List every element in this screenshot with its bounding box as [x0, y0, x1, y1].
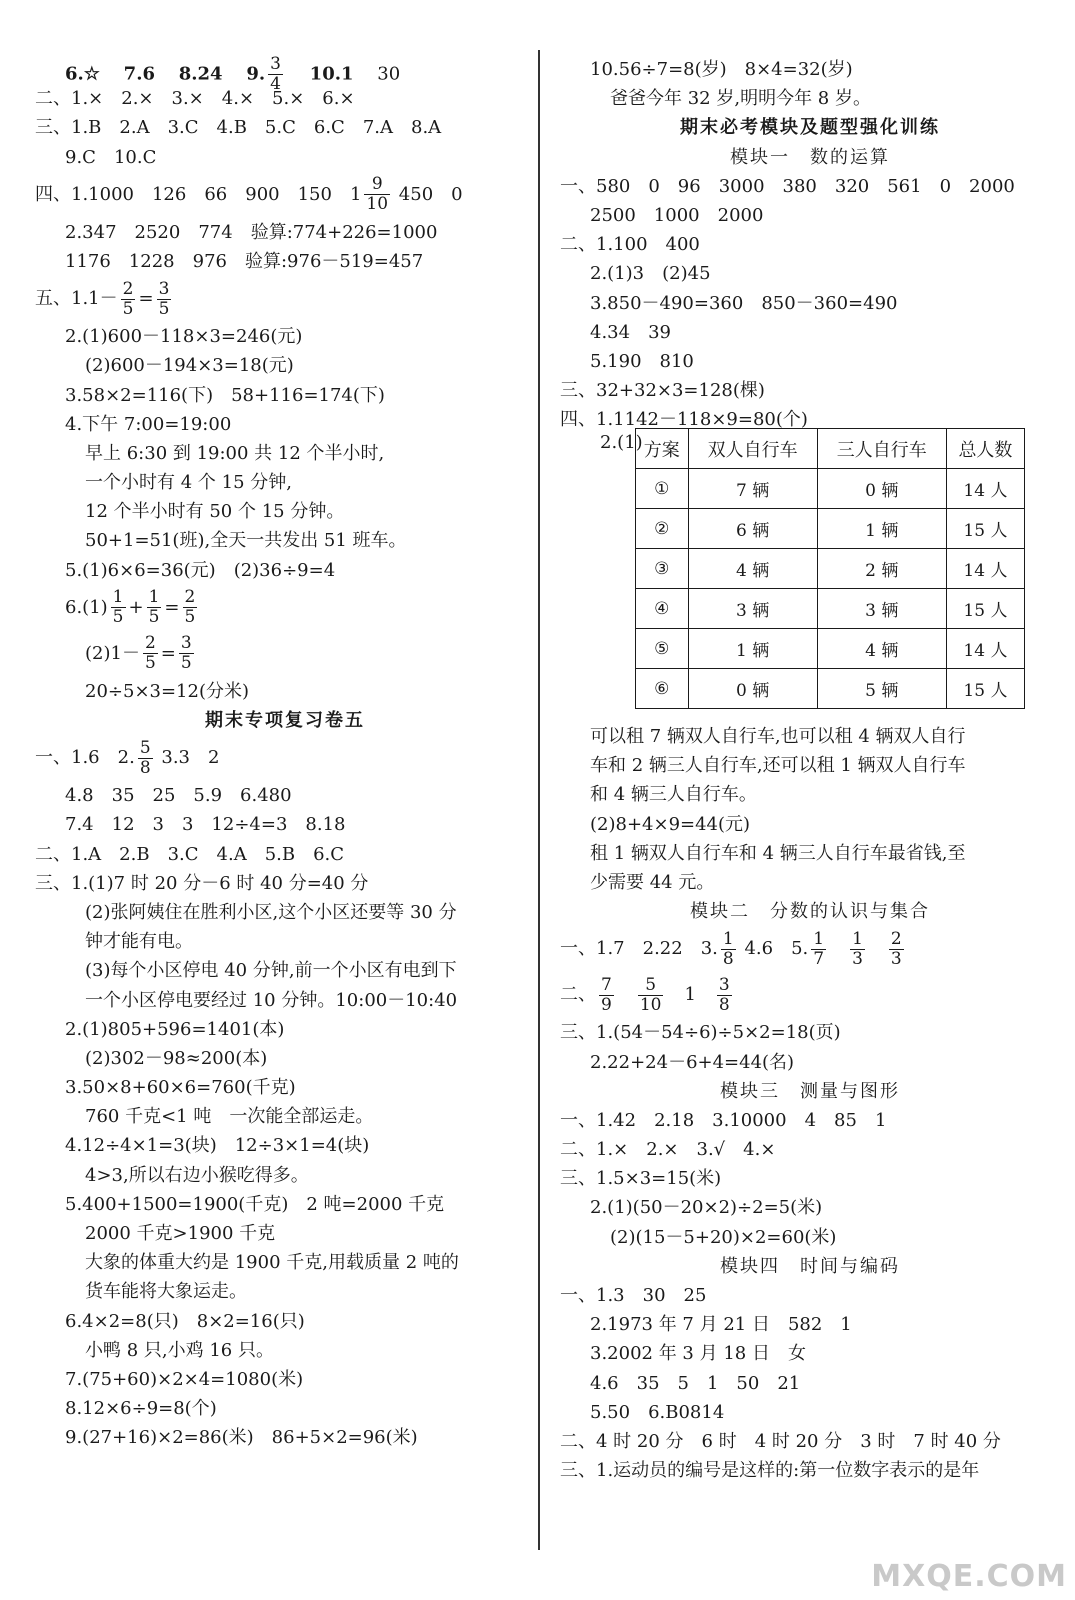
module-title: 模块一 数的运算 [730, 146, 890, 168]
answer-line: 一个小区停电要经过 10 分钟。10:00－10:40 [85, 989, 458, 1011]
answer-line: 2.22+24－6+4=44(名) [590, 1051, 795, 1073]
answer-line: 4.8 35 25 5.9 6.480 [65, 785, 292, 807]
answer-line: 二、4 时 20 分 6 时 4 时 20 分 3 时 7 时 40 分 [560, 1430, 1001, 1452]
column-divider [538, 50, 540, 1550]
answer-line: 三、1.B 2.A 3.C 4.B 5.C 6.C 7.A 8.A [35, 117, 442, 139]
answer-line: (2)8+4×9=44(元) [590, 813, 751, 835]
fraction: $\frac{1}{5}$ [148, 587, 160, 628]
answer-line: 2.347 2520 774 验算:774+226=1000 [65, 221, 438, 243]
table-row [636, 629, 1025, 669]
answer-line: 2.(1)600－118×3=246(元) [65, 326, 303, 348]
answer-line: 2.1973 年 7 月 21 日 582 1 [590, 1314, 852, 1336]
answer-line: 3.58×2=116(下) 58+116=174(下) [65, 384, 385, 406]
answer-line: 3.50×8+60×6=760(千克) [65, 1077, 296, 1099]
table-cell: ⑥ [636, 669, 689, 709]
answer-line: 7.4 12 3 3 12÷4=3 8.18 [65, 814, 346, 836]
header-cell: 方案 [636, 429, 689, 469]
answer-line: 5.190 810 [590, 350, 694, 372]
table-cell: 0 辆 [817, 469, 946, 509]
answer-line: 2.(1)3 (2)45 [590, 263, 711, 285]
table-cell: 14 人 [946, 629, 1024, 669]
table-cell: 2 辆 [817, 549, 946, 589]
answer-line: 少需要 44 元。 [590, 871, 715, 893]
answer-line: 一、580 0 96 3000 380 320 561 0 2000 [560, 175, 1015, 197]
answer-line: 三、1.(1)7 时 20 分－6 时 40 分=40 分 [35, 872, 369, 894]
table-cell: 15 人 [946, 669, 1024, 709]
table-header-row [636, 429, 1025, 469]
table-cell: 15 人 [946, 509, 1024, 549]
fraction: $\frac{2}{5}$ [122, 278, 134, 319]
fraction: $\frac{3}{4}$ [270, 54, 281, 94]
watermark-logo: MXQE.COM [871, 1559, 1067, 1594]
fraction: $\frac{1}{3}$ [852, 928, 863, 969]
answer-line: 9.C 10.C [65, 146, 157, 168]
answer-line: 二、 $\frac{7}{9}$ $\frac{5}{10}$ 1 $\frac{3}{8}$ [560, 974, 730, 1015]
answer-line: 2000 千克>1900 千克 [85, 1223, 276, 1244]
answer-line: 2.(1)805+596=1401(本) [65, 1018, 285, 1040]
table-cell: ① [636, 469, 689, 509]
answer-line: 四、1.1000 126 66 900 150 1 $\frac{9}{10}$ 450 0 [35, 174, 463, 215]
table-cell: 7 辆 [688, 469, 817, 509]
answer-line: (3)每个小区停电 40 分钟,前一个小区有电到下 [85, 960, 457, 982]
fraction: $\frac{1}{8}$ [722, 928, 734, 969]
table-cell: ⑤ [636, 629, 689, 669]
table-label: 2.(1) [600, 432, 643, 453]
answer-line: 20÷5×3=12(分米) [85, 680, 250, 702]
answer-line: 二、1.A 2.B 3.C 4.A 5.B 6.C [35, 843, 345, 865]
answer-line: 3.2002 年 3 月 18 日 女 [590, 1343, 806, 1365]
answer-line: (2)张阿姨住在胜利小区,这个小区还要等 30 分 [85, 901, 457, 923]
fraction: $\frac{2}{3}$ [890, 928, 902, 969]
table-row [636, 549, 1025, 589]
answer-line: 四、1.1142－118×9=80(个) [560, 409, 808, 431]
table-cell: ② [636, 509, 689, 549]
module-title: 模块二 分数的认识与集合 [690, 901, 930, 923]
answer-line: 5.50 6.B0814 [590, 1401, 725, 1423]
answer-line: 1176 1228 976 验算:976－519=457 [65, 250, 424, 272]
table-cell: 14 人 [946, 469, 1024, 509]
fraction: $\frac{5}{10}$ [639, 974, 662, 1015]
answer-line: 二、1.× 2.× 3.× 4.× 5.× 6.× [35, 88, 355, 110]
answer-line: 3.850－490=360 850－360=490 [590, 292, 898, 314]
answer-line: 三、1.运动员的编号是这样的:第一位数字表示的是年 [560, 1460, 980, 1482]
answer-line: 三、32+32×3=128(棵) [560, 380, 765, 402]
answer-line: 4.6 35 5 1 50 21 [590, 1372, 801, 1394]
answer-line: 12 个半小时有 50 个 15 分钟。 [85, 501, 345, 523]
answer-line: (2)(15－5+20)×2=60(米) [610, 1226, 837, 1248]
fraction: $\frac{9}{10}$ [366, 174, 389, 215]
answer-line: (2)600－194×3=18(元) [85, 355, 294, 377]
fraction: $\frac{3}{8}$ [718, 974, 730, 1015]
answer-line: 一、1.42 2.18 3.10000 4 85 1 [560, 1109, 887, 1131]
table-cell: 1 辆 [817, 509, 946, 549]
table-cell: 4 辆 [688, 549, 817, 589]
answer-line: 租 1 辆双人自行车和 4 辆三人自行车最省钱,至 [590, 842, 966, 864]
fraction: $\frac{7}{9}$ [601, 974, 612, 1015]
answer-line: 2.(1)(50－20×2)÷2=5(米) [590, 1197, 823, 1219]
answer-line: 二、1.100 400 [560, 234, 700, 256]
answer-line: 4.34 39 [590, 321, 671, 343]
answer-line: 三、1.(54－54÷6)÷5×2=18(页) [560, 1022, 841, 1044]
fraction: $\frac{1}{5}$ [112, 587, 124, 628]
right-column-bottom [560, 722, 1060, 1485]
header-cell: 三人自行车 [817, 429, 946, 469]
answer-line: 7.(75+60)×2×4=1080(米) [65, 1368, 304, 1390]
answer-line: 6.(1) $\frac{1}{5}$ + $\frac{1}{5}$ = $\frac{2}{5}$ [65, 587, 196, 628]
answer-line: 可以租 7 辆双人自行车,也可以租 4 辆双人自行 [590, 726, 966, 747]
answer-line: 760 千克<1 吨 一次能全部运走。 [85, 1106, 374, 1128]
fraction: $\frac{3}{5}$ [180, 633, 192, 674]
table-cell: 0 辆 [688, 669, 817, 709]
right-column-top [560, 55, 1060, 434]
answer-line: 和 4 辆三人自行车。 [590, 784, 757, 806]
table-cell: ③ [636, 549, 689, 589]
table-cell: 6 辆 [688, 509, 817, 549]
answer-line: (2)302－98≈200(本) [85, 1047, 268, 1069]
table-cell: 4 辆 [817, 629, 946, 669]
section-title: 期末专项复习卷五 [205, 710, 365, 731]
fraction: $\frac{1}{7}$ [813, 928, 825, 969]
header-cell: 总人数 [946, 429, 1024, 469]
answer-line: 爸爸今年 32 岁,明明今年 8 岁。 [610, 88, 871, 110]
answer-line: 10.56÷7=8(岁) 8×4=32(岁) [590, 59, 853, 80]
table-cell: 3 辆 [817, 589, 946, 629]
answer-line: 五、1.1－ $\frac{2}{5}$ = $\frac{3}{5}$ [35, 278, 170, 319]
header-cell: 双人自行车 [688, 429, 817, 469]
table-cell: 5 辆 [817, 669, 946, 709]
answer-line: 4.12÷4×1=3(块) 12÷3×1=4(块) [65, 1135, 370, 1157]
left-column [35, 55, 535, 1453]
answer-line: 50+1=51(班),全天一共发出 51 班车。 [85, 530, 407, 552]
table-row [636, 589, 1025, 629]
table-row [636, 469, 1025, 509]
answer-line: 一、1.6 2. $\frac{5}{8}$ 3.3 2 [35, 737, 220, 778]
table-cell: 3 辆 [688, 589, 817, 629]
answer-line: 9.(27+16)×2=86(米) 86+5×2=96(米) [65, 1427, 418, 1449]
section-title: 期末必考模块及题型强化训练 [680, 117, 940, 139]
fraction: $\frac{5}{8}$ [139, 737, 151, 778]
table-cell: 15 人 [946, 589, 1024, 629]
answer-line: 一个小时有 4 个 15 分钟, [85, 472, 292, 494]
fraction: $\frac{2}{5}$ [144, 633, 156, 674]
answer-line: 4.下午 7:00=19:00 [65, 413, 232, 435]
answer-line: 钟才能有电。 [85, 931, 193, 953]
rental-plan-table [635, 428, 1025, 709]
table-cell: 14 人 [946, 549, 1024, 589]
answer-line: 2500 1000 2000 [590, 204, 764, 226]
answer-line: (2)1－ $\frac{2}{5}$ = $\frac{3}{5}$ [85, 633, 192, 674]
table-cell: ④ [636, 589, 689, 629]
answer-line: 早上 6:30 到 19:00 共 12 个半小时, [85, 442, 385, 464]
answer-line: 货车能将大象运走。 [85, 1281, 247, 1303]
answer-line: 6.☆ 7.6 8.24 9. $\frac{3}{4}$ 10.1 30 [65, 54, 401, 94]
answer-line: 4>3,所以右边小猴吃得多。 [85, 1164, 309, 1186]
fraction: $\frac{2}{5}$ [184, 587, 196, 628]
table-cell: 1 辆 [688, 629, 817, 669]
answer-line: 二、1.× 2.× 3.√ 4.× [560, 1139, 776, 1161]
answer-line: 三、1.5×3=15(米) [560, 1168, 722, 1190]
answer-line: 大象的体重大约是 1900 千克,用载质量 2 吨的 [85, 1252, 459, 1274]
answer-line: 6.4×2=8(只) 8×2=16(只) [65, 1310, 305, 1332]
answer-line: 一、1.3 30 25 [560, 1285, 707, 1306]
answer-line: 车和 2 辆三人自行车,还可以租 1 辆双人自行车 [590, 755, 966, 777]
answer-line: 5.(1)6×6=36(元) (2)36÷9=4 [65, 559, 336, 581]
answer-line: 一、1.7 2.22 3. $\frac{1}{8}$ 4.6 5. $\frac{1}{7}$ $\frac{1}{3}$ $\frac{2}{3}$ [560, 928, 902, 969]
module-title: 模块三 测量与图形 [720, 1080, 900, 1102]
module-title: 模块四 时间与编码 [720, 1255, 900, 1277]
table-row [636, 669, 1025, 709]
answer-line: 8.12×6÷9=8(个) [65, 1398, 217, 1420]
table-row [636, 509, 1025, 549]
answer-line: 5.400+1500=1900(千克) 2 吨=2000 千克 [65, 1193, 445, 1215]
answer-line: 小鸭 8 只,小鸡 16 只。 [85, 1339, 274, 1361]
fraction: $\frac{3}{5}$ [158, 278, 170, 319]
